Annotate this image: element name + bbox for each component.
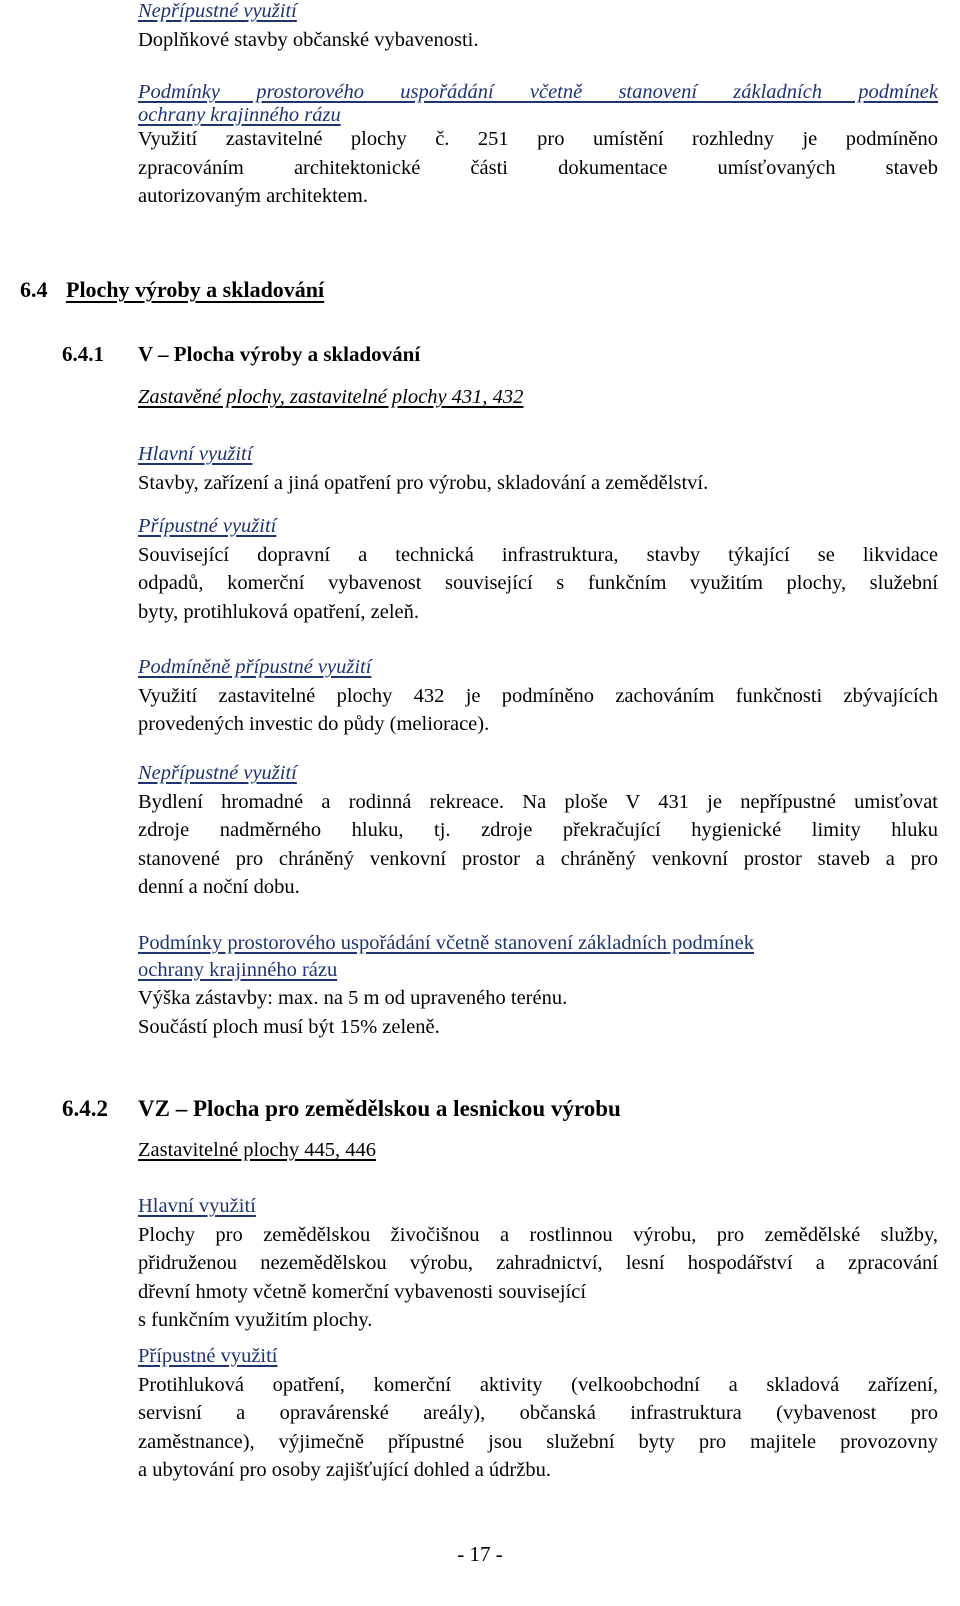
- main-use-6-4-2: [138, 1192, 938, 1335]
- prohibited-use-line: stanovené pro chráněný venkovní prostor a chráněný venkovní prostor staveb a pro: [138, 847, 938, 870]
- conditional-use-label: Podmíněně přípustné využití: [138, 656, 372, 678]
- top-conditions-block: [138, 78, 938, 211]
- main-use-label: Hlavní využití: [138, 1195, 256, 1217]
- permitted-use-line: byty, protihluková opatření, zeleň.: [138, 600, 420, 623]
- main-use-line: s funkčním využitím plochy.: [138, 1309, 373, 1331]
- conditions-label-line2: ochrany krajinného rázu: [138, 103, 341, 126]
- main-use-line: Plochy pro zemědělskou živočišnou a rostlinnou výrobu, pro zemědělské služby,: [138, 1223, 938, 1246]
- prohibited-use-label: Nepřípustné využití: [138, 0, 297, 22]
- areas-6-4-1: [138, 383, 938, 412]
- top-prohibited-use-block: [138, 0, 938, 54]
- page-number: - 17 -: [457, 1542, 503, 1566]
- conditions-6-4-1: [138, 929, 938, 1041]
- areas-label: Zastavěné plochy, zastavitelné plochy 431, 432: [138, 386, 524, 408]
- permitted-use-line: a ubytování pro osoby zajišťující dohled a údržbu.: [138, 1459, 551, 1481]
- prohibited-use-line: Bydlení hromadné a rodinná rekreace. Na ploše V 431 je nepřípustné umisťovat: [138, 790, 938, 813]
- prohibited-use-line: zdroje nadměrného hluku, tj. zdroje překračující hygienické limity hluku: [138, 819, 938, 841]
- main-use-line: přidruženou nezemědělskou výrobu, zahradnictví, lesní hospodářství a zpracování: [138, 1252, 938, 1274]
- section-6-4-1-heading: [62, 342, 420, 367]
- section-number: 6.4.1: [62, 342, 104, 366]
- permitted-use-label: Přípustné využití: [138, 515, 277, 537]
- conditions-text-line: autorizovaným architektem.: [138, 185, 368, 207]
- permitted-use-label: Přípustné využití: [138, 1345, 278, 1367]
- prohibited-use-6-4-1: [138, 759, 938, 902]
- areas-6-4-2: [138, 1136, 938, 1165]
- main-use-line: dřevní hmoty včetně komerční vybavenosti související: [138, 1280, 587, 1303]
- permitted-use-line: odpadů, komerční vybavenost související s funkčním využitím plochy, služební: [138, 572, 938, 594]
- conditions-label-line2: ochrany krajinného rázu: [138, 958, 338, 981]
- permitted-use-6-4-2: [138, 1342, 938, 1485]
- prohibited-use-label: Nepřípustné využití: [138, 762, 297, 784]
- section-title: Plochy výroby a skladování: [66, 277, 325, 302]
- conditions-text-line: zpracováním architektonické části dokumentace umísťovaných staveb: [138, 156, 938, 179]
- conditional-use-6-4-1: [138, 653, 938, 739]
- prohibited-use-line: denní a noční dobu.: [138, 876, 300, 898]
- main-use-label: Hlavní využití: [138, 443, 253, 465]
- permitted-use-line: zaměstnance), výjimečně přípustné jsou služební byty pro majitele provozovny: [138, 1430, 938, 1453]
- permitted-use-6-4-1: [138, 512, 938, 626]
- section-number: 6.4.2: [62, 1096, 108, 1121]
- section-number: 6.4: [20, 277, 48, 302]
- section-title: VZ – Plocha pro zemědělskou a lesnickou výrobu: [138, 1096, 621, 1121]
- section-title: V – Plocha výroby a skladování: [138, 342, 421, 366]
- conditions-text-line: Využití zastavitelné plochy č. 251 pro umístění rozhledny je podmíněno: [138, 128, 938, 150]
- conditional-use-line: Využití zastavitelné plochy 432 je podmíněno zachováním funkčnosti zbývajících: [138, 684, 938, 707]
- permitted-use-line: servisní a opravárenské areály), občanská infrastruktura (vybavenost pro: [138, 1402, 938, 1424]
- conditional-use-line: provedených investic do půdy (meliorace).: [138, 713, 490, 735]
- prohibited-use-text: Doplňkové stavby občanské vybavenosti.: [138, 28, 479, 51]
- section-6-4-heading: [20, 277, 380, 303]
- conditions-label-line1: Podmínky prostorového uspořádání včetně stanovení základních podmínek: [138, 81, 938, 103]
- conditions-line: Součástí ploch musí být 15% zeleně.: [138, 1015, 440, 1038]
- conditions-line: Výška zástavby: max. na 5 m od upraveného terénu.: [138, 987, 568, 1009]
- section-6-4-2-heading: [62, 1096, 621, 1122]
- main-use-text: Stavby, zařízení a jiná opatření pro výrobu, skladování a zemědělství.: [138, 471, 709, 494]
- main-use-6-4-1: [138, 440, 938, 497]
- conditions-label-line1: Podmínky prostorového uspořádání včetně stanovení základních podmínek: [138, 932, 755, 954]
- areas-label: Zastavitelné plochy 445, 446: [138, 1139, 376, 1161]
- permitted-use-line: Protihluková opatření, komerční aktivity (velkoobchodní a skladová zařízení,: [138, 1373, 938, 1396]
- permitted-use-line: Související dopravní a technická infrastruktura, stavby týkající se likvidace: [138, 543, 938, 566]
